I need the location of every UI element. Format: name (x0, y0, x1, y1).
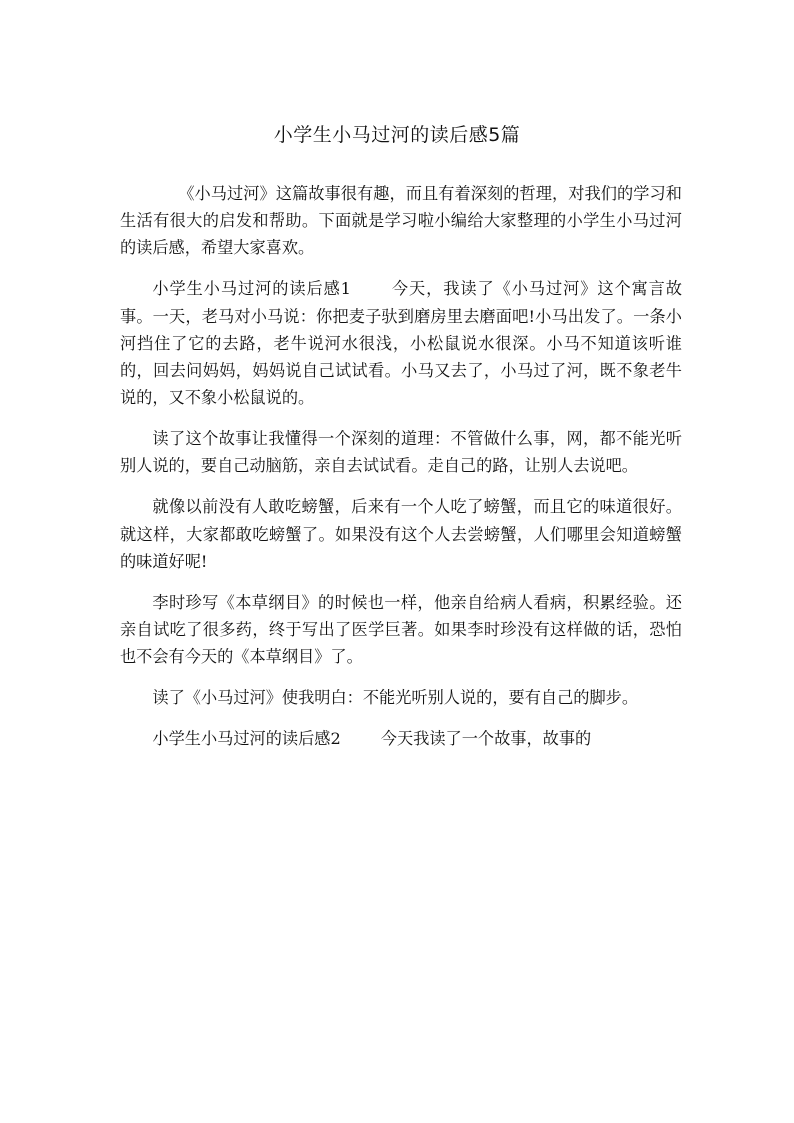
paragraph-text: 今天我读了一个故事，故事的 (380, 729, 592, 749)
body-paragraph (120, 493, 682, 575)
paragraph-text: 李时珍写《本草纲目》的时候也一样，他亲自给病人看病，积累经验。还亲自试吃了很多药，终于写出了医学巨著。如果李时珍没有这样做的话，恐怕也不会有今天的《本草纲目》了。 (120, 592, 682, 667)
document-title: 小学生小马过河的读后感5篇 (273, 124, 521, 146)
intro-paragraph (120, 180, 682, 262)
body-paragraph (120, 589, 682, 671)
review-2-paragraph (120, 725, 682, 752)
body-paragraph (120, 425, 682, 479)
paragraph-text: 今天，我读了《小马过河》这个寓言故事。一天，老马对小马说：你把麦子驮到磨房里去磨面吧!小马出发了。一条小河挡住了它的去路，老牛说河水很浅，小松鼠说水很深。小马不知道该听谁的，回去问妈妈，妈妈说自己试试看。小马又去了，小马过了河，既不象老牛说的，又不象小松鼠说的。 (120, 279, 682, 408)
body-paragraph (120, 684, 682, 711)
paragraph-text: 读了《小马过河》使我明白：不能光听别人说的，要有自己的脚步。 (152, 688, 639, 708)
review-2-heading: 小学生小马过河的读后感2 (152, 729, 341, 749)
paragraph-text: 就像以前没有人敢吃螃蟹，后来有一个人吃了螃蟹，而且它的味道很好。就这样，大家都敢吃螃蟹了。如果没有这个人去尝螃蟹，人们哪里会知道螃蟹的味道好呢! (120, 497, 682, 571)
document-body (120, 180, 682, 766)
paragraph-text: 读了这个故事让我懂得一个深刻的道理：不管做什么事，网，都不能光听别人说的，要自己动脑筋，亲自去试试看。走自己的路，让别人去说吧。 (120, 429, 682, 476)
review-1-heading: 小学生小马过河的读后感1 (152, 279, 351, 299)
paragraph-text: 《小马过河》这篇故事很有趣，而且有着深刻的哲理，对我们的学习和生活有很大的启发和帮助。下面就是学习啦小编给大家整理的小学生小马过河的读后感，希望大家喜欢。 (120, 184, 682, 258)
review-1-paragraph (120, 275, 682, 411)
